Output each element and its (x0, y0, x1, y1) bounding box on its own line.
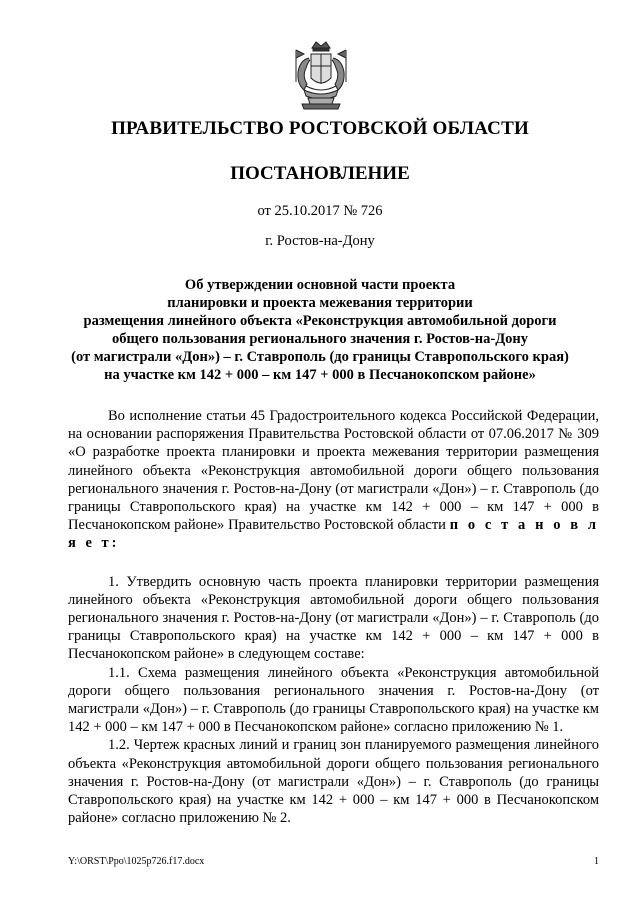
file-path: Y:\ORST\Ppo\1025p726.f17.docx (68, 856, 205, 867)
document-city: г. Ростов-на-Дону (265, 233, 375, 249)
document-body (68, 407, 599, 827)
title-line: (от магистрали «Дон») – г. Ставрополь (до границы Ставропольского края) (71, 349, 569, 365)
title-line: размещения линейного объекта «Реконструкция автомобильной дороги (83, 313, 557, 329)
decree-word: п о с т а н о в л я е т: (68, 517, 600, 552)
item-paragraph: 1.2. Чертеж красных линий и границ зон планируемого размещения линейного объекта «Реконструкция автомобильной дороги общего пользования регионального значения г. Ростов-на-Дону (от магистрали «Дон») – г. Ставрополь (до границы Ставропольского края) на участке км 142 + 000 – км 147 + 000 в Песчанокопском районе» согласно приложению № 2. (68, 737, 599, 827)
item-paragraph: 1.1. Схема размещения линейного объекта «Реконструкция автомобильной дороги общего пользования регионального значения г. Ростов-на-Дону (от магистрали «Дон») – г. Ставрополь (до границы Ставропольского края) на участке км 142 + 000 – км 147 + 000 в Песчанокопском районе» согласно приложению № 1. (68, 664, 599, 736)
organization-name: ПРАВИТЕЛЬСТВО РОСТОВСКОЙ ОБЛАСТИ (111, 118, 529, 139)
title-line: Об утверждении основной части проекта (184, 277, 456, 293)
coat-of-arms-icon (292, 38, 350, 112)
page-footer (68, 856, 599, 867)
item-paragraph: 1. Утвердить основную часть проекта планировки территории размещения линейного объекта «Реконструкция автомобильной дороги общего пользования регионального значения г. Ростов-на-Дону (от магистрали «Дон») – г. Ставрополь (до границы Ставропольского края) на участке км 142 + 000 – км 147 + 000 в Песчанокопском районе» в следующем составе: (68, 573, 599, 663)
preamble-paragraph (68, 407, 599, 553)
title-line: общего пользования регионального значения г. Ростов-на-Дону (111, 331, 529, 347)
page-number: 1 (594, 856, 599, 867)
document-type: ПОСТАНОВЛЕНИЕ (230, 163, 410, 184)
document-title (60, 276, 580, 384)
document-date-number: от 25.10.2017 № 726 (257, 203, 383, 219)
preamble-text: Во исполнение статьи 45 Градостроительного кодекса Российской Федерации, на основании распоряжения Правительства Ростовской области от 07.06.2017 № 309 «О разработке проекта планировки и проекта межевания территории размещения линейного объекта «Реконструкция автомобильной дороги общего пользования регионального значения г. Ростов-на-Дону (от магистрали «Дон») – г. Ставрополь (до границы Ставропольского края) на участке км 142 + 000 – км 147 + 000 в Песчанокопском районе» Правительство Ростовской области (68, 408, 599, 534)
title-line: на участке км 142 + 000 – км 147 + 000 в Песчанокопском районе» (104, 367, 536, 383)
title-line: планировки и проекта межевания территории (167, 295, 473, 311)
